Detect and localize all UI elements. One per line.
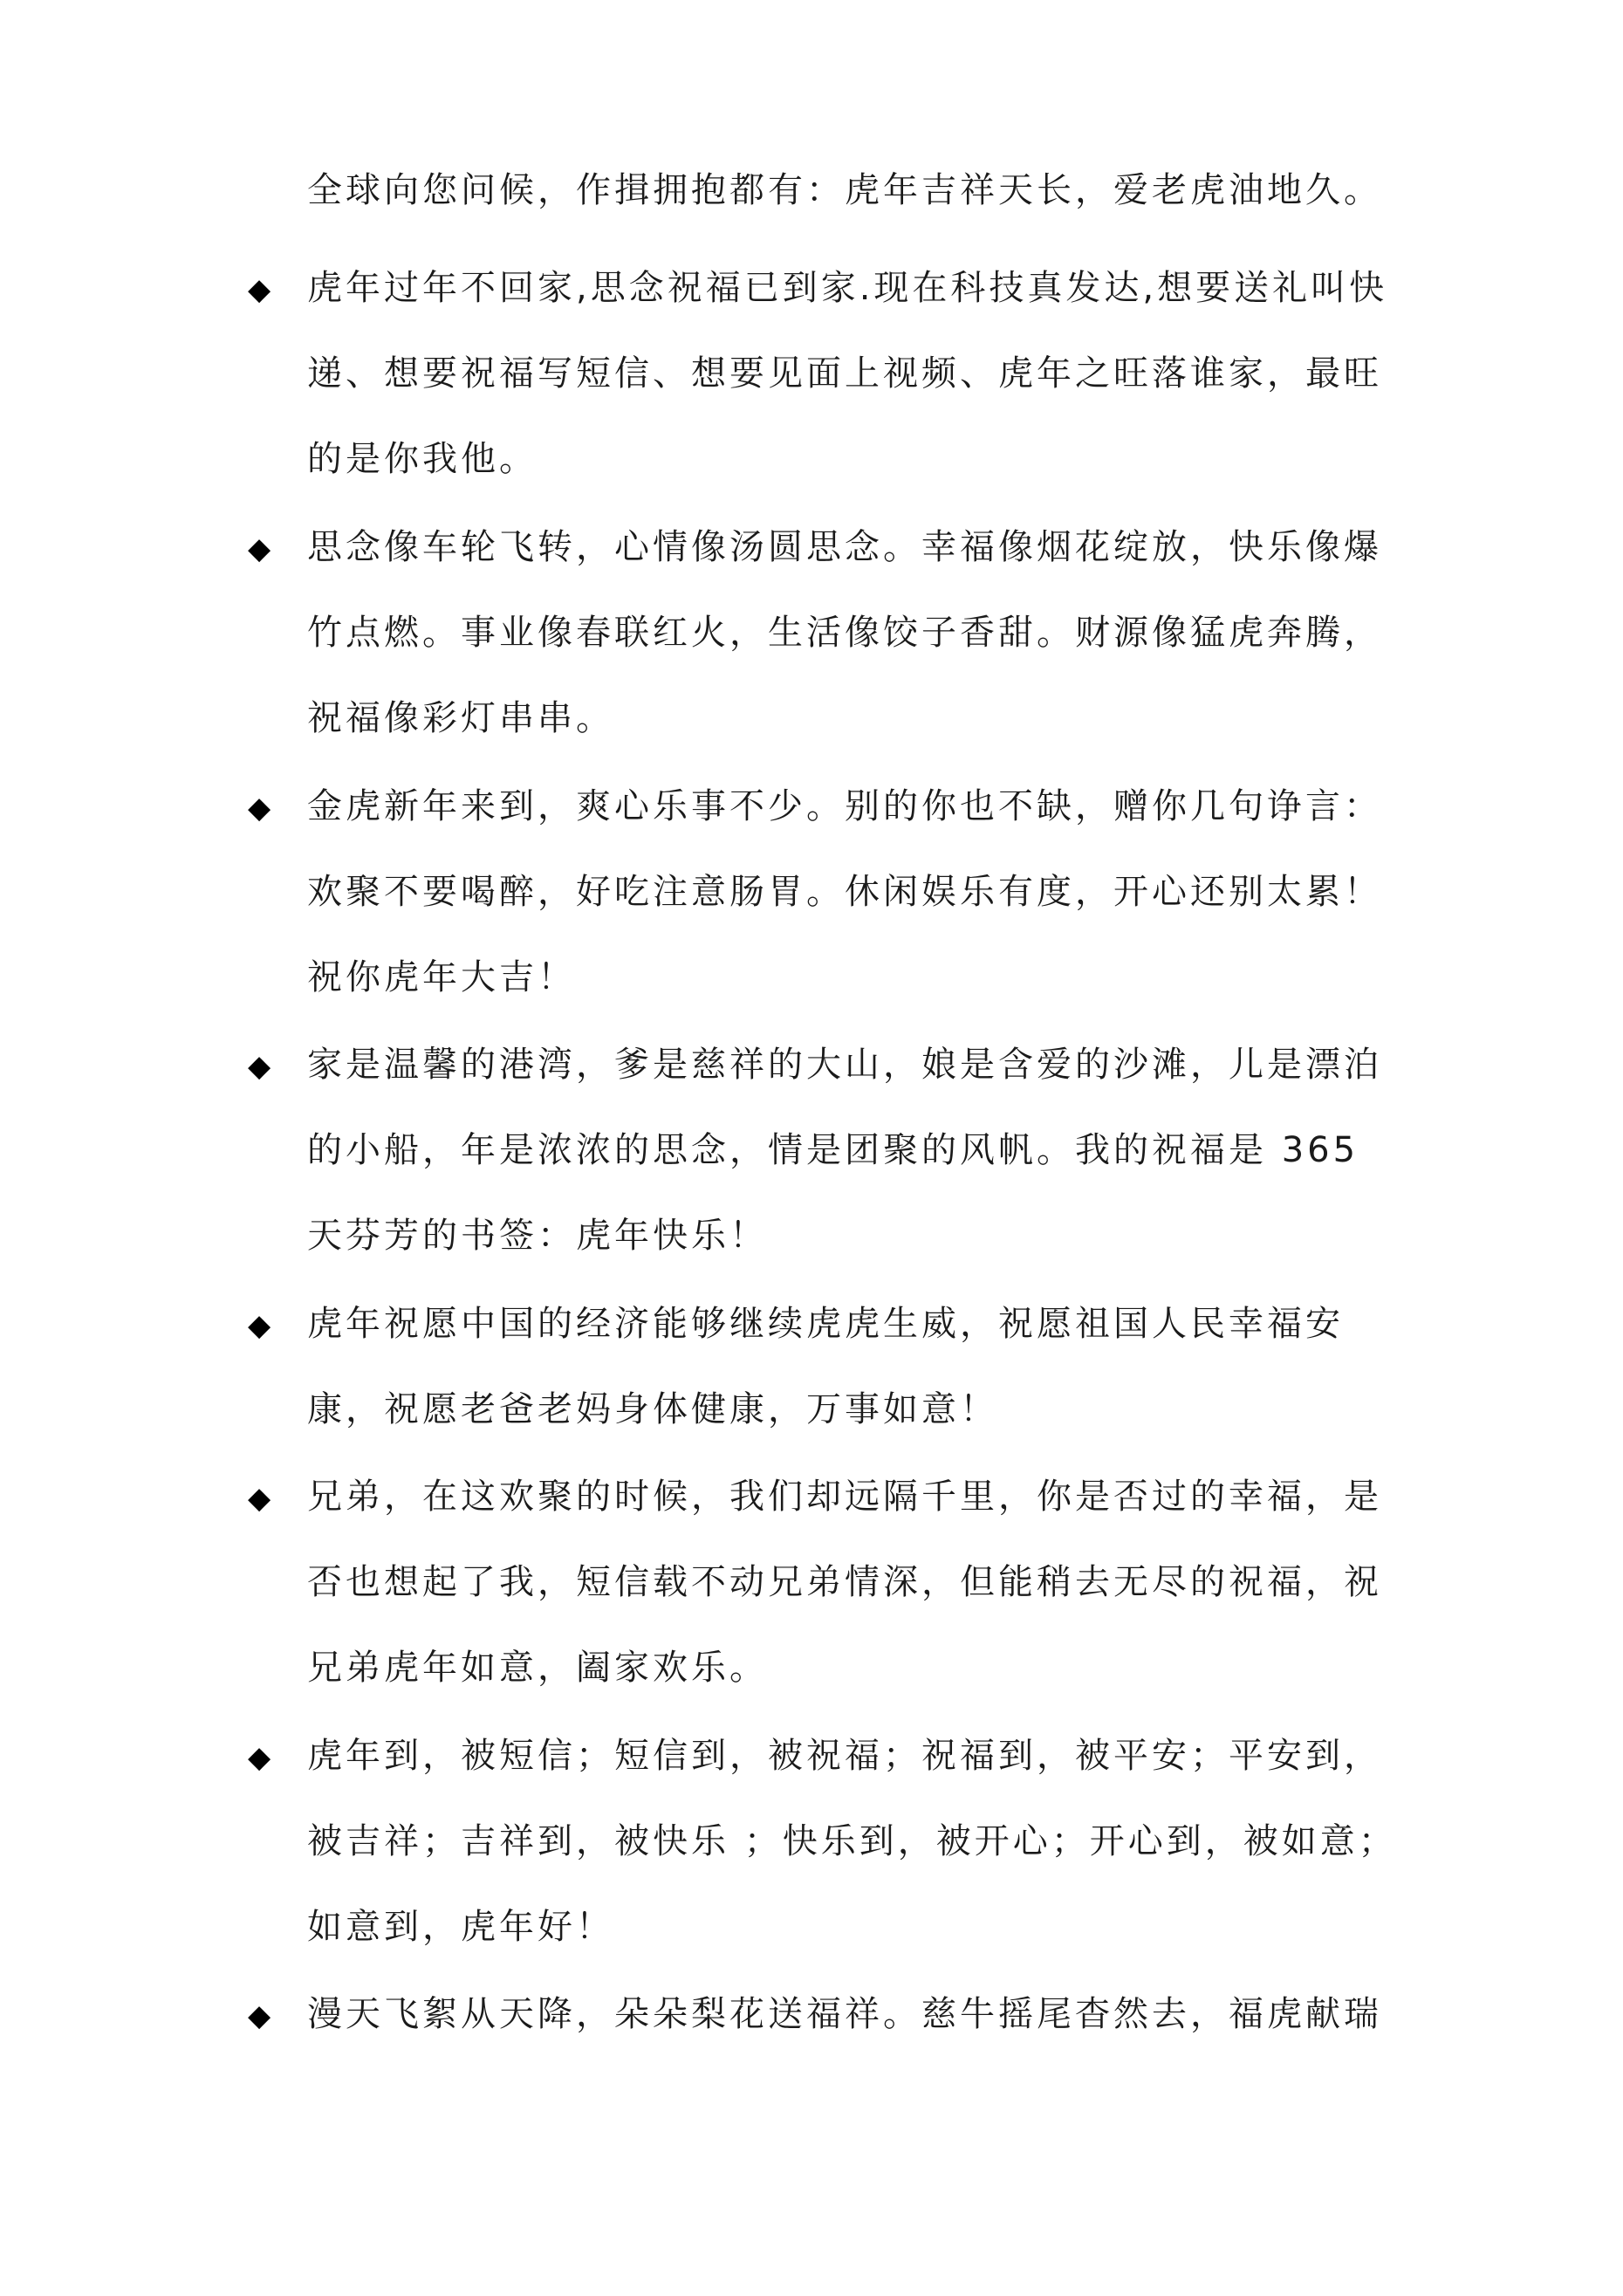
list-item-text: 虎年过年不回家,思念祝福已到家.现在科技真发达,想要送礼叫快递、想要祝福写短信、想要见面上视频、虎年之旺落谁家，最旺的是你我他。: [307, 268, 1388, 479]
list-item-text: 家是温馨的港湾，爹是慈祥的大山，娘是含爱的沙滩，儿是漂泊的小船，年是浓浓的思念，情是团聚的风帆。我的祝福是 365 天芬芳的书签：虎年快乐！: [307, 1045, 1382, 1256]
diamond-bullet-icon: ◆: [248, 1308, 271, 1343]
diamond-bullet-icon: ◆: [248, 1481, 271, 1516]
diamond-bullet-icon: ◆: [248, 1049, 271, 1084]
list-item-text: 虎年到，被短信；短信到，被祝福；祝福到，被平安；平安到，被吉祥；吉祥到，被快乐 ；快乐到，被开心；开心到，被如意；如意到，虎年好！: [307, 1736, 1397, 1947]
list-item-text: 金虎新年来到，爽心乐事不少。别的你也不缺，赠你几句诤言：欢聚不要喝醉，好吃注意肠胃。休闲娱乐有度，开心还别太累！祝你虎年大吉！: [307, 786, 1382, 997]
diamond-bullet-icon: ◆: [248, 531, 271, 566]
diamond-bullet-icon: ◆: [248, 1740, 271, 1775]
continued-paragraph-line: 全球向您问候，作揖拥抱都有：虎年吉祥天长，爱老虎油地久。: [307, 170, 1382, 210]
list-item-text: 思念像车轮飞转，心情像汤圆思念。幸福像烟花绽放，快乐像爆竹点燃。事业像春联红火，生活像饺子香甜。财源像猛虎奔腾，祝福像彩灯串串。: [307, 527, 1382, 738]
list-item-text: 虎年祝愿中国的经济能够继续虎虎生威，祝愿祖国人民幸福安康，祝愿老爸老妈身体健康，万事如意！: [307, 1304, 1344, 1429]
diamond-bullet-icon: ◆: [248, 1998, 271, 2033]
diamond-bullet-icon: ◆: [248, 791, 271, 826]
diamond-bullet-icon: ◆: [248, 272, 271, 307]
list-item-text: 兄弟，在这欢聚的时候，我们却远隔千里，你是否过的幸福，是否也想起了我，短信载不动兄弟情深，但能稍去无尽的祝福，祝兄弟虎年如意，阖家欢乐。: [307, 1477, 1382, 1688]
list-item-text: 漫天飞絮从天降，朵朵梨花送福祥。慈牛摇尾杳然去，福虎献瑞: [307, 1994, 1382, 2034]
